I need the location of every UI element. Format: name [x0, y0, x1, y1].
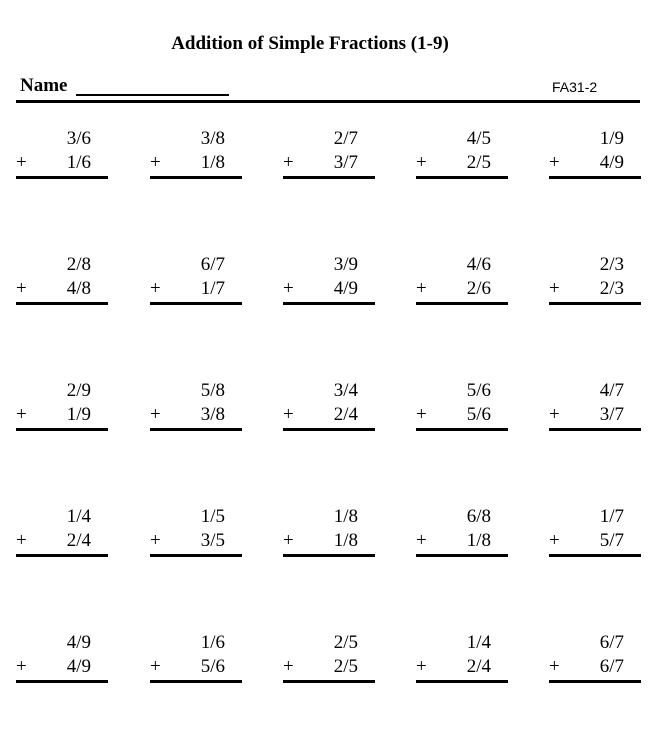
- answer-line[interactable]: [416, 680, 508, 683]
- plus-sign: +: [416, 278, 427, 299]
- addend-top: 2/3: [599, 254, 624, 275]
- plus-sign: +: [416, 404, 427, 425]
- addend-bottom: 3/8: [200, 404, 225, 425]
- plus-sign: +: [549, 530, 560, 551]
- answer-line[interactable]: [416, 302, 508, 305]
- addend-bottom: 4/9: [599, 152, 624, 173]
- answer-line[interactable]: [549, 302, 641, 305]
- addend-top: 6/8: [466, 506, 491, 527]
- addend-top: 3/4: [333, 380, 358, 401]
- answer-line[interactable]: [150, 302, 242, 305]
- addend-bottom: 1/8: [333, 530, 358, 551]
- plus-sign: +: [416, 530, 427, 551]
- addend-top: 1/6: [200, 632, 225, 653]
- plus-sign: +: [16, 278, 27, 299]
- problem: [283, 380, 378, 432]
- addend-top: 5/8: [200, 380, 225, 401]
- answer-line[interactable]: [283, 176, 375, 179]
- page-title: Addition of Simple Fractions (1-9): [171, 33, 449, 54]
- problem: [416, 128, 511, 180]
- addend-bottom: 2/5: [466, 152, 491, 173]
- addend-top: 4/5: [466, 128, 491, 149]
- addend-top: 3/8: [200, 128, 225, 149]
- plus-sign: +: [549, 278, 560, 299]
- answer-line[interactable]: [150, 680, 242, 683]
- answer-line[interactable]: [549, 680, 641, 683]
- plus-sign: +: [16, 530, 27, 551]
- addend-top: 3/9: [333, 254, 358, 275]
- problem: [549, 506, 644, 558]
- addend-bottom: 1/9: [66, 404, 91, 425]
- problem: [549, 632, 644, 684]
- addend-top: 3/6: [66, 128, 91, 149]
- addend-bottom: 3/7: [599, 404, 624, 425]
- answer-line[interactable]: [283, 680, 375, 683]
- plus-sign: +: [283, 404, 294, 425]
- addend-bottom: 1/6: [66, 152, 91, 173]
- answer-line[interactable]: [283, 302, 375, 305]
- answer-line[interactable]: [150, 428, 242, 431]
- problem: [549, 128, 644, 180]
- addend-top: 1/5: [200, 506, 225, 527]
- plus-sign: +: [283, 656, 294, 677]
- addend-bottom: 3/5: [200, 530, 225, 551]
- answer-line[interactable]: [16, 302, 108, 305]
- addend-bottom: 1/8: [466, 530, 491, 551]
- answer-line[interactable]: [416, 554, 508, 557]
- plus-sign: +: [283, 152, 294, 173]
- addend-bottom: 5/6: [466, 404, 491, 425]
- addend-bottom: 2/5: [333, 656, 358, 677]
- addend-top: 2/7: [333, 128, 358, 149]
- addend-bottom: 4/8: [66, 278, 91, 299]
- answer-line[interactable]: [283, 554, 375, 557]
- addend-bottom: 4/9: [66, 656, 91, 677]
- addend-bottom: 2/3: [599, 278, 624, 299]
- answer-line[interactable]: [16, 428, 108, 431]
- addend-top: 1/4: [66, 506, 91, 527]
- answer-line[interactable]: [283, 428, 375, 431]
- plus-sign: +: [150, 152, 161, 173]
- problem: [16, 128, 111, 180]
- addend-bottom: 1/8: [200, 152, 225, 173]
- plus-sign: +: [283, 530, 294, 551]
- problem: [416, 254, 511, 306]
- problem: [150, 380, 245, 432]
- addend-top: 2/8: [66, 254, 91, 275]
- problem: [283, 632, 378, 684]
- problem: [416, 380, 511, 432]
- plus-sign: +: [416, 152, 427, 173]
- problem: [150, 506, 245, 558]
- plus-sign: +: [549, 656, 560, 677]
- addend-top: 2/9: [66, 380, 91, 401]
- addend-top: 1/4: [466, 632, 491, 653]
- plus-sign: +: [150, 278, 161, 299]
- problem: [416, 506, 511, 558]
- addend-bottom: 2/4: [466, 656, 491, 677]
- addend-top: 1/7: [599, 506, 624, 527]
- plus-sign: +: [150, 530, 161, 551]
- addend-bottom: 6/7: [599, 656, 624, 677]
- answer-line[interactable]: [16, 176, 108, 179]
- plus-sign: +: [16, 152, 27, 173]
- addend-top: 5/6: [466, 380, 491, 401]
- problem: [416, 632, 511, 684]
- addend-top: 4/9: [66, 632, 91, 653]
- worksheet-code: FA31-2: [552, 79, 598, 95]
- addend-top: 4/6: [466, 254, 491, 275]
- problem: [16, 632, 111, 684]
- addend-top: 6/7: [200, 254, 225, 275]
- answer-line[interactable]: [16, 680, 108, 683]
- plus-sign: +: [16, 404, 27, 425]
- plus-sign: +: [549, 404, 560, 425]
- problem: [283, 128, 378, 180]
- plus-sign: +: [150, 404, 161, 425]
- problem: [549, 254, 644, 306]
- plus-sign: +: [416, 656, 427, 677]
- addend-bottom: 3/7: [333, 152, 358, 173]
- problem: [16, 506, 111, 558]
- name-label: Name: [20, 75, 68, 96]
- addend-top: 1/9: [599, 128, 624, 149]
- addend-bottom: 2/6: [466, 278, 491, 299]
- problem: [150, 128, 245, 180]
- answer-line[interactable]: [549, 176, 641, 179]
- problem: [283, 254, 378, 306]
- plus-sign: +: [16, 656, 27, 677]
- problem: [150, 632, 245, 684]
- problem: [16, 254, 111, 306]
- problem: [283, 506, 378, 558]
- problem: [16, 380, 111, 432]
- answer-line[interactable]: [549, 428, 641, 431]
- addend-top: 6/7: [599, 632, 624, 653]
- plus-sign: +: [283, 278, 294, 299]
- addend-bottom: 2/4: [333, 404, 358, 425]
- addend-top: 1/8: [333, 506, 358, 527]
- addend-bottom: 5/7: [599, 530, 624, 551]
- addend-bottom: 1/7: [200, 278, 225, 299]
- answer-line[interactable]: [549, 554, 641, 557]
- plus-sign: +: [549, 152, 560, 173]
- problem: [150, 254, 245, 306]
- addend-bottom: 5/6: [200, 656, 225, 677]
- addend-bottom: 4/9: [333, 278, 358, 299]
- answer-line[interactable]: [416, 428, 508, 431]
- answer-line[interactable]: [150, 554, 242, 557]
- addend-bottom: 2/4: [66, 530, 91, 551]
- problem: [549, 380, 644, 432]
- addend-top: 2/5: [333, 632, 358, 653]
- plus-sign: +: [150, 656, 161, 677]
- answer-line[interactable]: [16, 554, 108, 557]
- answer-line[interactable]: [150, 176, 242, 179]
- addend-top: 4/7: [599, 380, 624, 401]
- answer-line[interactable]: [416, 176, 508, 179]
